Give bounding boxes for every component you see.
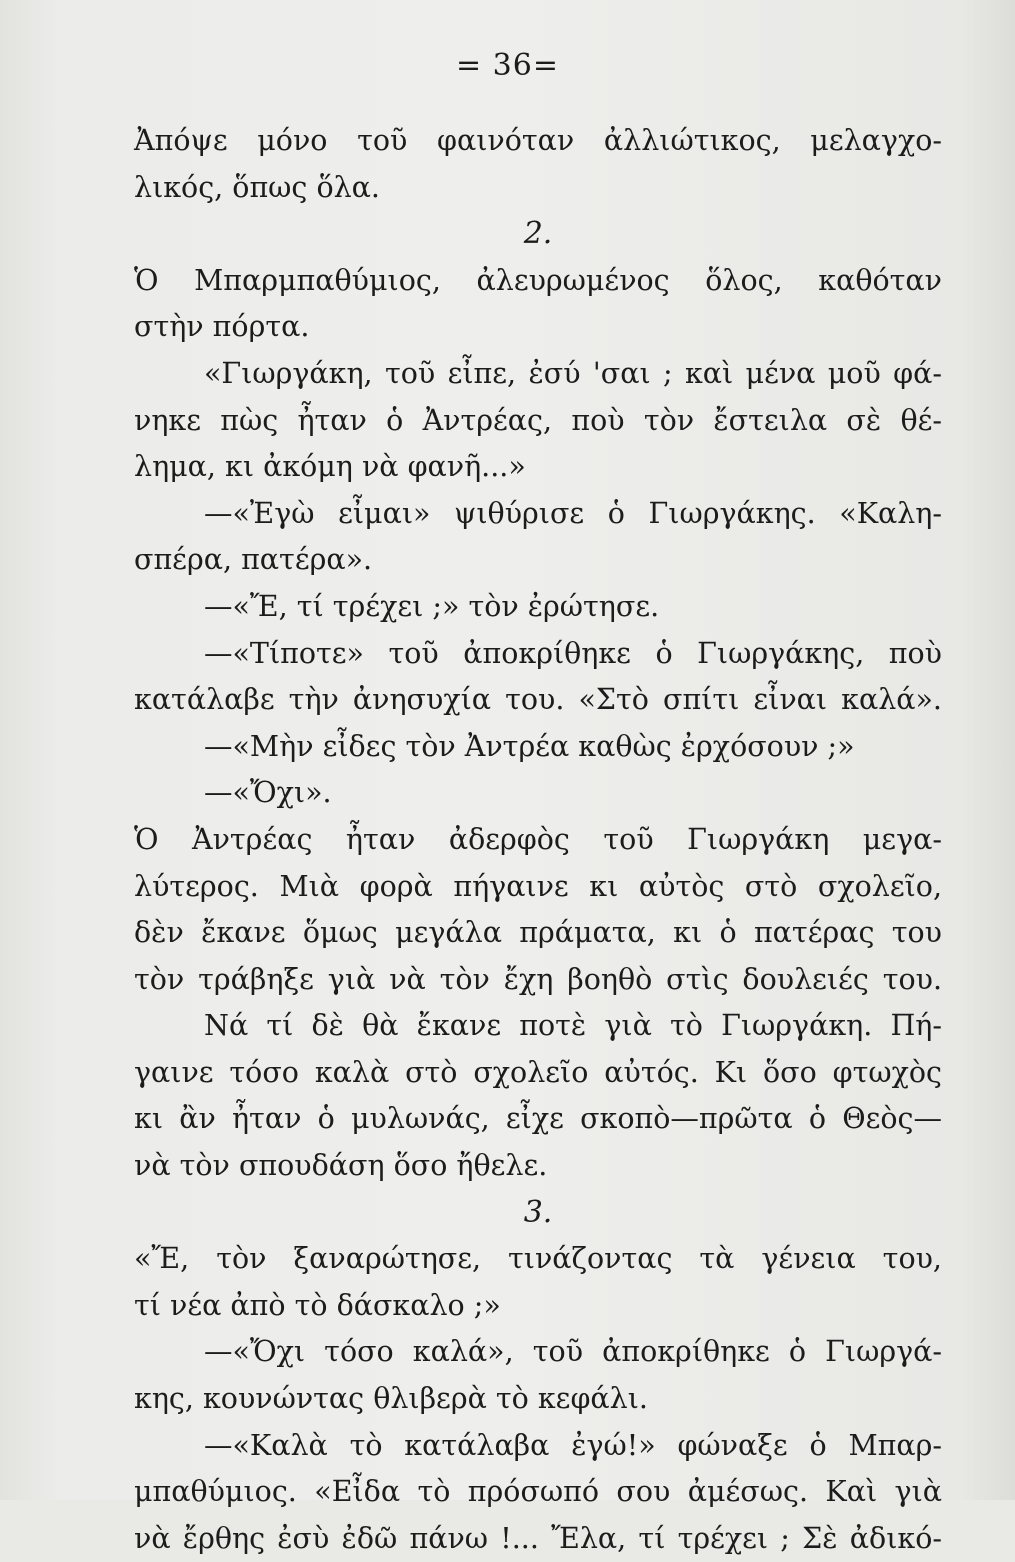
text-line: στὴν πόρτα. (134, 310, 310, 344)
text-line: λύτερος. Μιὰ φορὰ πήγαινε κι αὐτὸς στὸ σχολεῖο, (134, 869, 942, 903)
text-line: «Γιωργάκη, τοῦ εἶπε, ἐσύ 'σαι ; καὶ μένα μοῦ φά- (204, 356, 942, 390)
text-line: νὰ τὸν σπουδάση ὅσο ἤθελε. (134, 1149, 548, 1183)
text-line: Ὁ Ἀντρέας ἦταν ἀδερφὸς τοῦ Γιωργάκη μεγα- (134, 822, 942, 856)
page-number: = 36= (456, 48, 559, 83)
text-line: σπέρα, πατέρα». (134, 543, 373, 577)
text-line: τί νέα ἀπὸ τὸ δάσκαλο ;» (134, 1288, 501, 1322)
text-line: κης, κουνώντας θλιβερὰ τὸ κεφάλι. (134, 1382, 648, 1416)
section-number: 3. (523, 1194, 553, 1230)
text-line: —«Τίποτε» τοῦ ἀποκρίθηκε ὁ Γιωργάκης, ποὺ (204, 636, 942, 670)
text-line: «Ἔ, τὸν ξαναρώτησε, τινάζοντας τὰ γένεια του, (134, 1242, 942, 1276)
text-line: τὸν τράβηξε γιὰ νὰ τὸν ἔχη βοηθὸ στὶς δουλειές του. (134, 962, 942, 996)
text-line: κατάλαβε τὴν ἀνησυχία του. «Στὸ σπίτι εἶναι καλά». (134, 683, 942, 717)
text-line: —«Καλὰ τὸ κατάλαβα ἐγώ!» φώναξε ὁ Μπαρ- (204, 1428, 942, 1462)
text-line: δὲν ἔκανε ὅμως μεγάλα πράματα, κι ὁ πατέρας του (134, 916, 942, 950)
text-line: Ἀπόψε μόνο τοῦ φαινόταν ἀλλιώτικος, μελαγχο- (134, 124, 942, 157)
text-line: —«Ἐγὼ εἶμαι» ψιθύρισε ὁ Γιωργάκης. «Καλη- (204, 496, 942, 530)
text-line: —«Μὴν εἶδες τὸν Ἀντρέα καθὼς ἐρχόσουν ;» (204, 729, 855, 763)
text-line: λικός, ὅπως ὅλα. (134, 170, 380, 204)
section-number: 2. (523, 216, 553, 252)
text-line: —«Ὄχι». (204, 776, 332, 810)
text-line: γαινε τόσο καλὰ στὸ σχολεῖο αὐτός. Κι ὅσο φτωχὸς (134, 1055, 942, 1089)
text-line: Ὁ Μπαρμπαθύμιος, ἀλευρωμένος ὅλος, καθόταν (134, 263, 942, 297)
text-line: —«Ὄχι τόσο καλά», τοῦ ἀποκρίθηκε ὁ Γιωργά- (204, 1335, 942, 1369)
text-line: λημα, κι ἀκόμη νὰ φανῆ...» (134, 450, 526, 484)
body-text (134, 118, 942, 1562)
text-line: νηκε πὼς ἦταν ὁ Ἀντρέας, ποὺ τὸν ἔστειλα σὲ θέ- (134, 403, 942, 437)
text-line: κι ἂν ἦταν ὁ μυλωνάς, εἶχε σκοπὸ—πρῶτα ὁ Θεὸς— (134, 1102, 942, 1136)
text-line: —«Ἔ, τί τρέχει ;» τὸν ἐρώτησε. (204, 589, 660, 623)
text-line: Νά τί δὲ θὰ ἔκανε ποτὲ γιὰ τὸ Γιωργάκη. Πή- (204, 1009, 942, 1043)
text-line: νὰ ἔρθης ἐσὺ ἐδῶ πάνω !... Ἔλα, τί τρέχει ; Σὲ ἀδικό- (134, 1521, 942, 1555)
text-line: μπαθύμιος. «Εἶδα τὸ πρόσωπό σου ἀμέσως. Καὶ γιὰ (134, 1475, 942, 1509)
